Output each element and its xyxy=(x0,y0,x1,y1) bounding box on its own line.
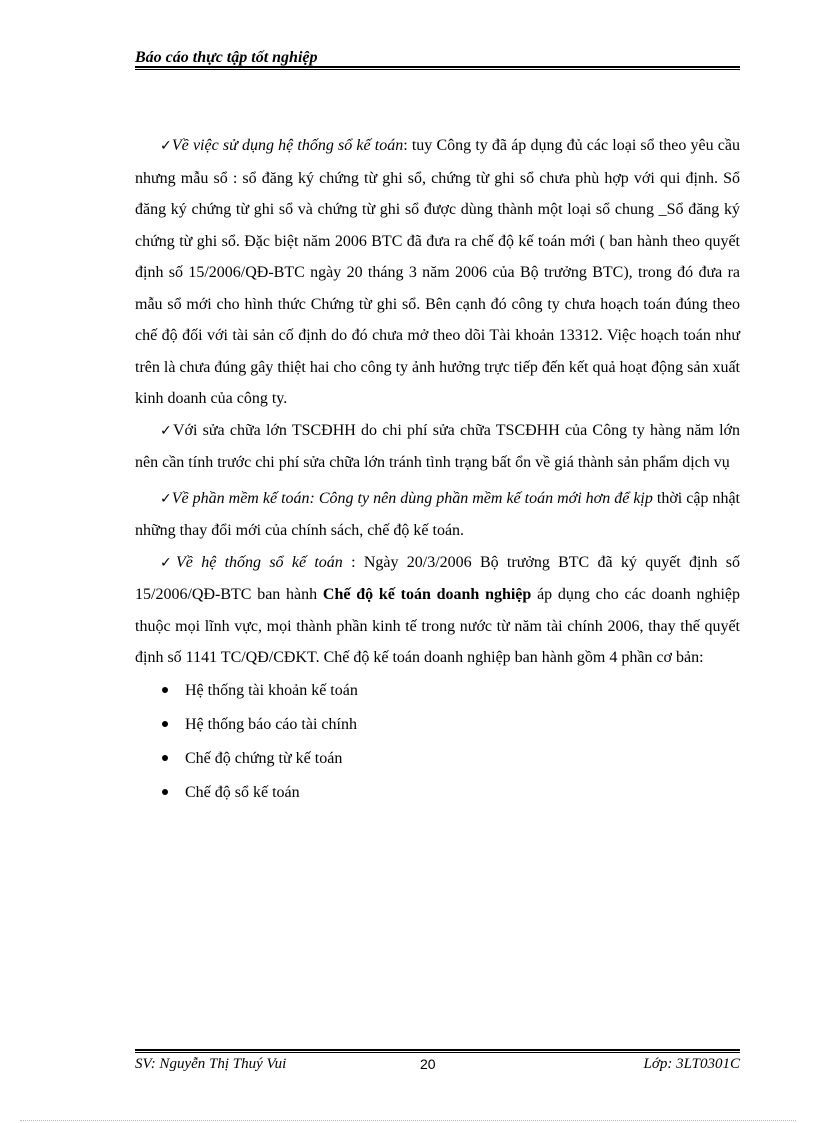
bullet-icon xyxy=(162,789,168,795)
paragraph-lead: Về hệ thống sổ kế toán xyxy=(176,553,343,571)
footer-student: SV: Nguyễn Thị Thuý Vui xyxy=(135,1056,287,1072)
paragraph-text: Với sửa chữa lớn TSCĐHH do chi phí sửa chữa TSCĐHH của Công ty hàng năm lớn nên cần tính trước chi phí sửa chữa lớn tránh tình trạng bất ổn về giá thành sản phẩm dịch vụ xyxy=(135,421,741,471)
list-item-label: Hệ thống báo cáo tài chính xyxy=(185,715,357,733)
list-item xyxy=(135,708,740,742)
list-item xyxy=(135,674,740,708)
footer-class: Lớp: 3LT0301C xyxy=(643,1056,740,1072)
paragraph-lead: Về việc sử dụng hệ thống sổ kế toán xyxy=(171,137,404,154)
page-footer xyxy=(135,1056,740,1078)
paragraph-accounting-software xyxy=(135,483,740,547)
paragraph-ledger-regulation xyxy=(135,547,740,674)
header-rule-thin xyxy=(135,69,740,70)
header-title: Báo cáo thực tập tốt nghiệp xyxy=(135,49,318,66)
page-edge xyxy=(20,1120,796,1121)
checkmark-icon: ✓ xyxy=(160,490,172,507)
bullet-list xyxy=(135,674,740,810)
checkmark-icon: ✓ xyxy=(160,422,173,439)
page-number: 20 xyxy=(420,1056,436,1072)
list-item xyxy=(135,742,740,776)
header-rule xyxy=(135,66,740,68)
list-item-label: Hệ thống tài khoản kế toán xyxy=(185,681,358,699)
paragraph-text: : Ngày 20/3/2006 Bộ trưởng BTC đã ký quyết định số 15/2006/QĐ-BTC ban hành xyxy=(135,553,741,603)
footer-rule xyxy=(135,1049,740,1051)
checkmark-icon: ✓ xyxy=(160,138,172,154)
footer-rule-thin xyxy=(135,1052,740,1053)
paragraph-bold: Chế độ kế toán doanh nghiệp xyxy=(322,586,532,603)
bullet-icon xyxy=(162,721,168,727)
paragraph-ledger-system xyxy=(135,130,740,415)
list-item xyxy=(135,776,740,810)
paragraph-lead: Về phần mềm kế toán: Công ty nên dùng phần mềm kế toán mới hơn để kịp xyxy=(171,489,653,507)
bullet-icon xyxy=(162,755,168,761)
paragraph-text: thời cập nhật những thay đổi mới của chính sách, chế độ kế toán. xyxy=(135,489,741,539)
page-body xyxy=(135,130,740,810)
paragraph-text: áp dụng cho các doanh nghiệp thuộc mọi lĩnh vực, mọi thành phần kinh tế trong nước từ năm tài chính 2006, thay thế quyết định số 1141 TC/QĐ/CĐKT. Chế độ kế toán doanh nghiệp ban hành gồm 4 phần cơ bản: xyxy=(135,586,740,666)
list-item-label: Chế độ chứng từ kế toán xyxy=(185,749,343,767)
bullet-icon xyxy=(162,687,168,693)
paragraph-text: : tuy Công ty đã áp dụng đủ các loại sổ theo yêu cầu nhưng mẫu sổ : sổ đăng ký chứng từ ghi sổ, chứng từ ghi sổ chưa phù hợp với qui định. Sổ đăng ký chứng từ ghi sổ và chứng từ ghi sổ được dùng thành một loại sổ chung _Sổ đăng ký chứng từ ghi sổ. Đặc biệt năm 2006 BTC đã đưa ra chế độ kế toán mới ( ban hành theo quyết định số 15/2006/QĐ-BTC ngày 20 tháng 3 năm 2006 của Bộ trưởng BTC), trong đó đưa ra mẫu sổ mới cho hình thức Chứng từ ghi sổ. Bên cạnh đó công ty chưa hoạch toán đúng theo chế độ đối với tài sản cố định do đó chưa mở theo dõi Tài khoản 13312. Việc hoạch toán như trên là chưa đúng gây thiệt hai cho công ty ảnh hưởng trực tiếp đến kết quả hoạt động sản xuất kinh doanh của công ty. xyxy=(135,137,741,407)
paragraph-major-repairs xyxy=(135,415,740,479)
checkmark-icon: ✓ xyxy=(160,554,177,571)
list-item-label: Chế độ sổ kế toán xyxy=(185,783,300,801)
